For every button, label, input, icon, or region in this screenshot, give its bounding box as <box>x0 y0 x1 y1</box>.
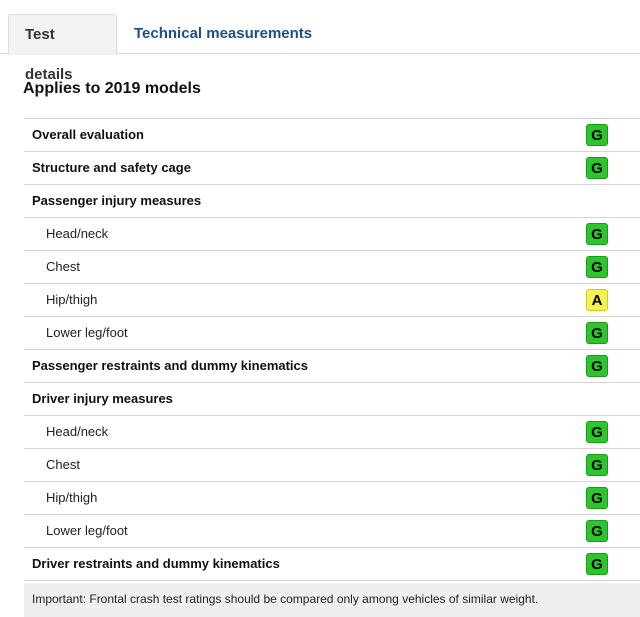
rating-row-label: Lower leg/foot <box>46 325 128 340</box>
rating-row <box>24 548 640 581</box>
rating-badge: G <box>586 223 608 245</box>
rating-badge: G <box>586 256 608 278</box>
rating-row <box>24 119 640 152</box>
rating-row <box>24 350 640 383</box>
rating-row <box>24 218 640 251</box>
footnote: Important: Frontal crash test ratings should be compared only among vehicles of similar weight. <box>24 583 640 617</box>
rating-row-label: Passenger injury measures <box>32 193 202 208</box>
rating-badge: G <box>586 421 608 443</box>
rating-badge: G <box>586 355 608 377</box>
rating-row <box>24 251 640 284</box>
ratings-table <box>24 118 640 581</box>
rating-row <box>24 383 640 416</box>
rating-badge: G <box>586 454 608 476</box>
rating-badge: A <box>586 289 608 311</box>
rating-row-label: Chest <box>46 259 80 274</box>
rating-row-label: Head/neck <box>46 226 109 241</box>
tab-technical-measurements[interactable]: Technical measurements <box>134 25 313 42</box>
rating-row-label: Overall evaluation <box>32 127 144 142</box>
rating-row <box>24 284 640 317</box>
rating-row-label: Passenger restraints and dummy kinematics <box>32 358 309 373</box>
rating-row <box>24 416 640 449</box>
rating-badge: G <box>586 553 608 575</box>
rating-row-label: Driver restraints and dummy kinematics <box>32 556 280 571</box>
rating-row <box>24 317 640 350</box>
rating-row-label: Driver injury measures <box>32 391 173 406</box>
tab-bar <box>0 0 640 83</box>
rating-row <box>24 152 640 185</box>
rating-badge: G <box>586 124 608 146</box>
tab-test-details[interactable]: Test details <box>8 14 117 55</box>
rating-row-label: Lower leg/foot <box>46 523 128 538</box>
rating-row <box>24 185 640 218</box>
section-title: Applies to 2019 models <box>23 80 201 97</box>
rating-row-label: Structure and safety cage <box>32 160 191 175</box>
rating-row-label: Chest <box>46 457 80 472</box>
rating-row <box>24 515 640 548</box>
rating-badge: G <box>586 487 608 509</box>
rating-row-label: Hip/thigh <box>46 292 98 307</box>
rating-row <box>24 449 640 482</box>
rating-badge: G <box>586 157 608 179</box>
rating-row-label: Hip/thigh <box>46 490 98 505</box>
rating-row-label: Head/neck <box>46 424 109 439</box>
rating-row <box>24 482 640 515</box>
rating-badge: G <box>586 322 608 344</box>
rating-badge: G <box>586 520 608 542</box>
